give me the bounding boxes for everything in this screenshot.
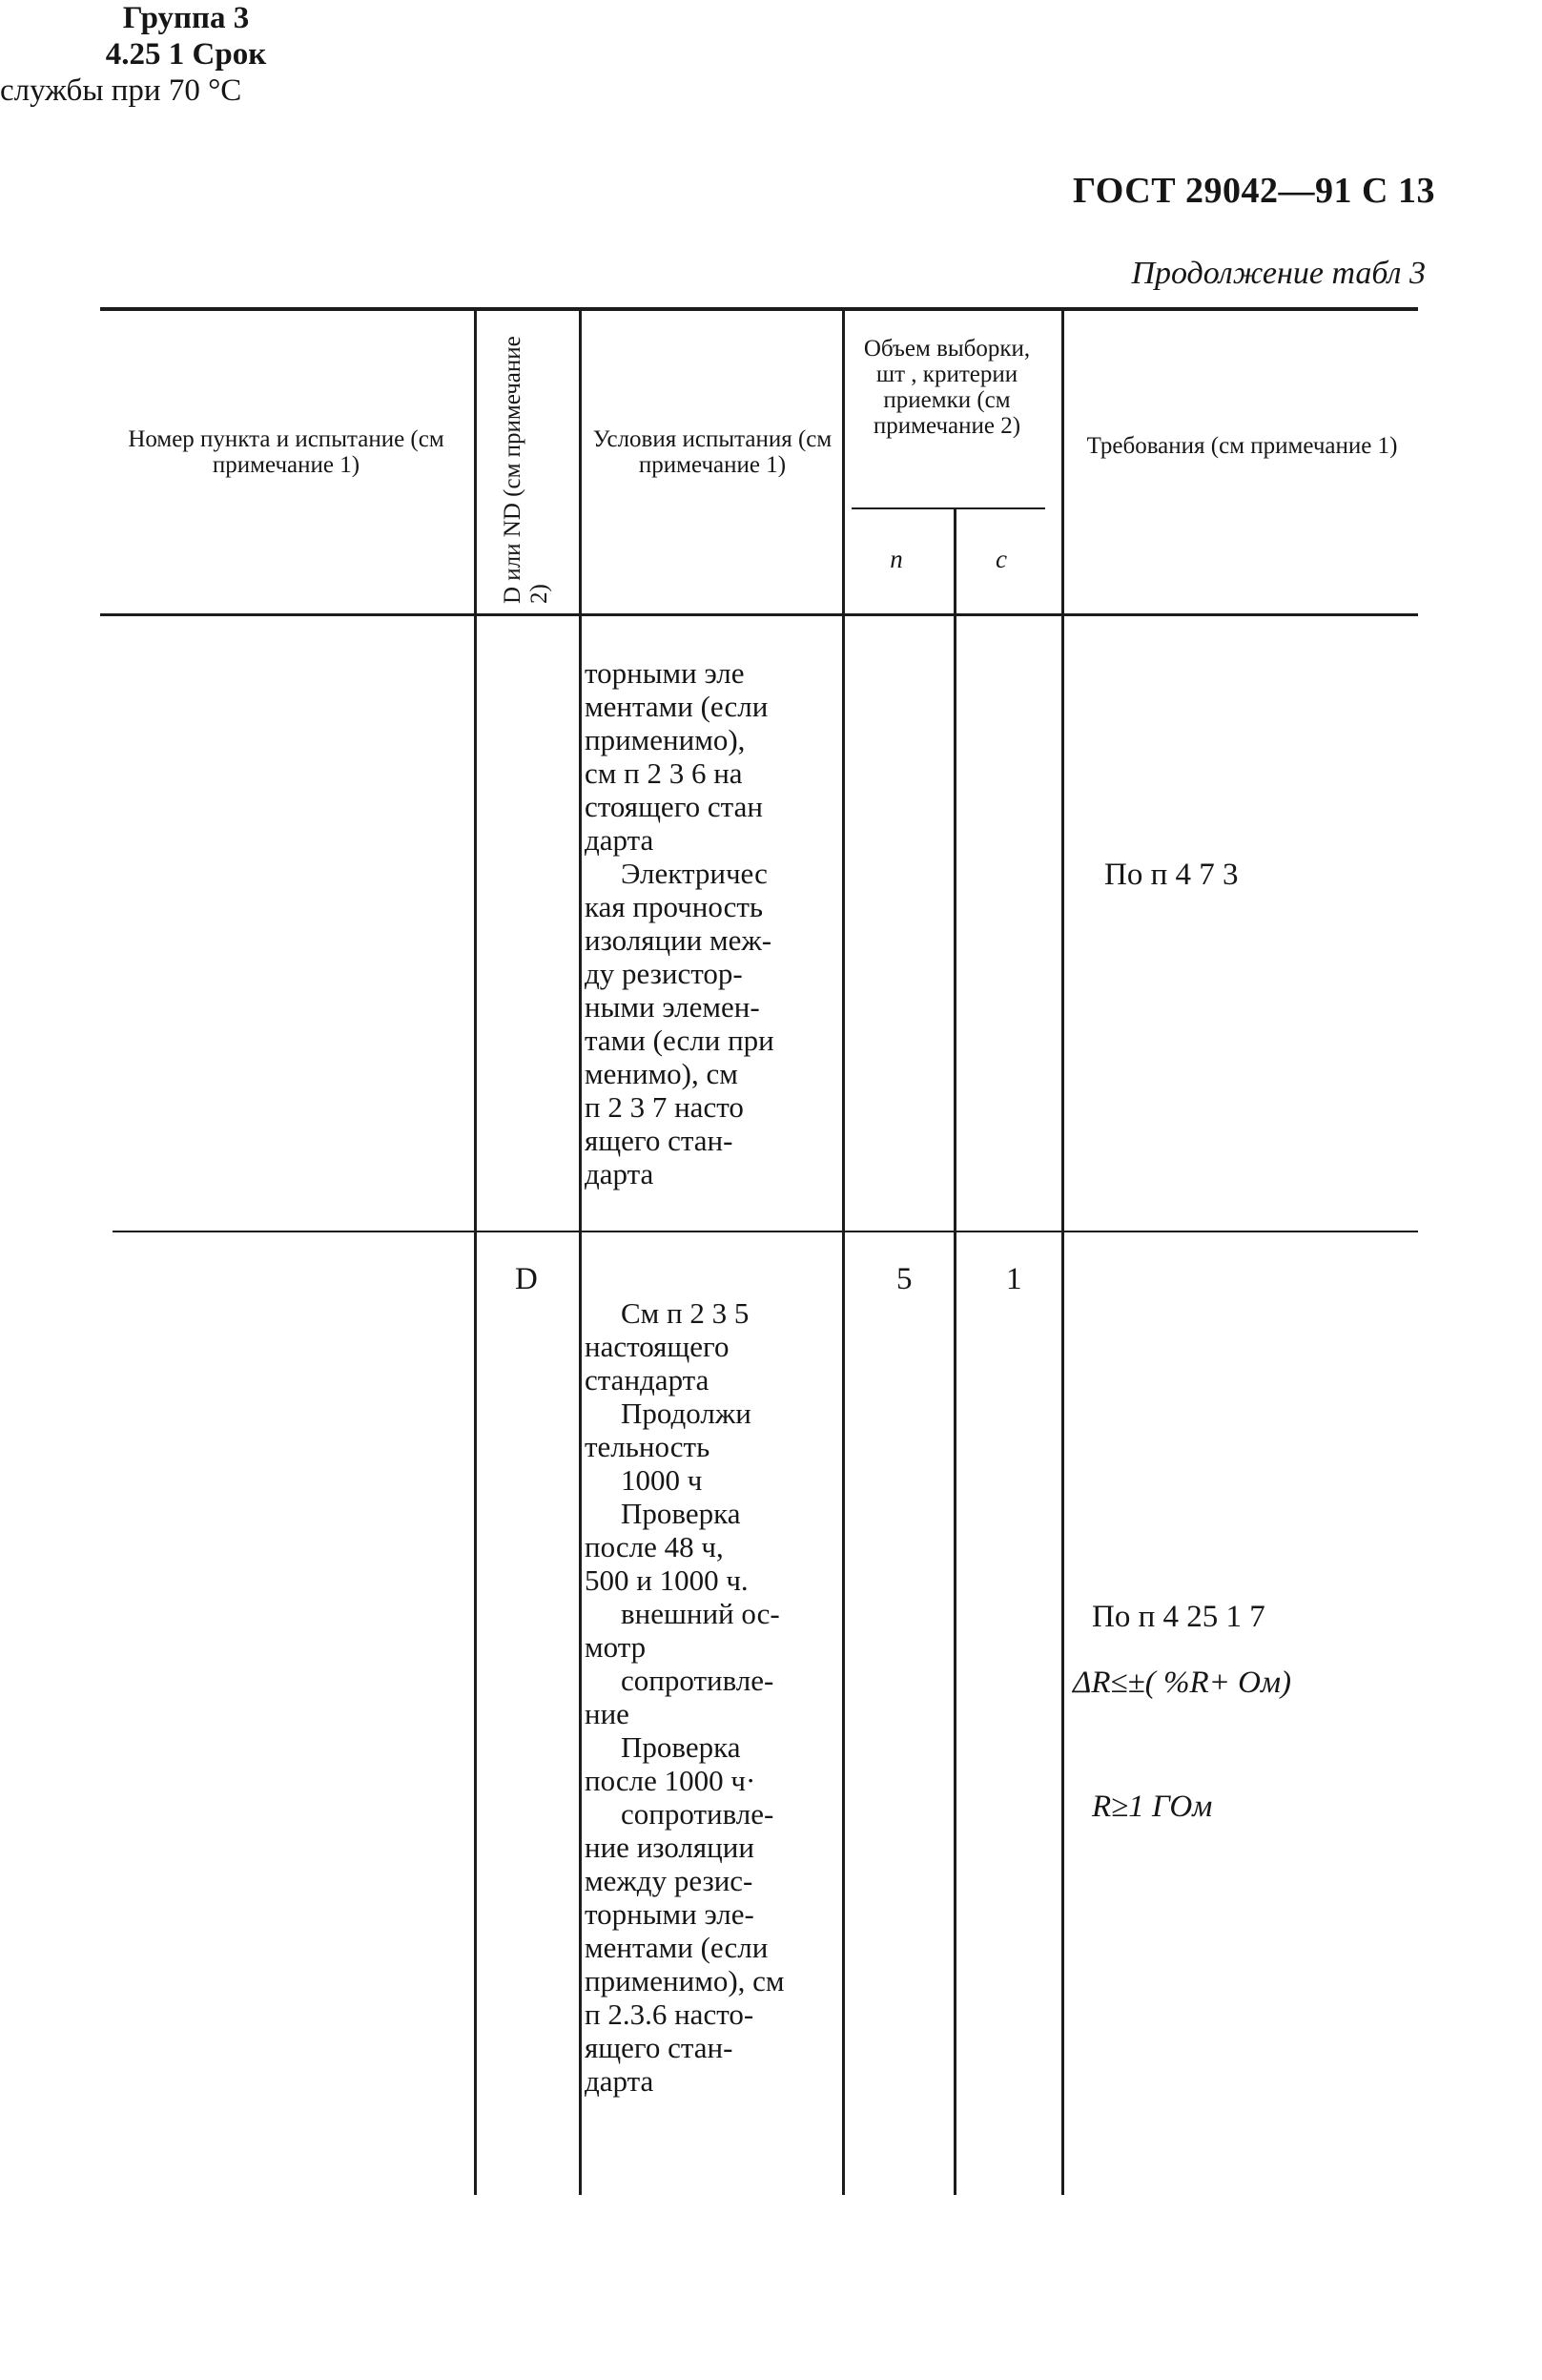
page-header: ГОСТ 29042—91 С 13 (1073, 171, 1435, 211)
row2-d-nd: D (515, 1262, 538, 1296)
condition-line: дарта (585, 2064, 654, 2098)
condition-line: мотр (585, 1630, 647, 1664)
row-separator-rule (113, 1231, 1418, 1232)
condition-line: между резис- (585, 1864, 753, 1897)
condition-line: ментами (если (585, 690, 769, 723)
condition-line: кая прочность (585, 890, 764, 923)
row1-requirement: По п 4 7 3 (1104, 858, 1239, 892)
condition-line: применимо), см (585, 1964, 785, 1997)
column-divider (579, 311, 582, 2195)
row2-requirement-insulation: R≥1 ГОм (1092, 1790, 1213, 1824)
header-test-conditions: Условия испытания (см примечание 1) (592, 426, 833, 478)
condition-line: сопротивле- (621, 1797, 774, 1831)
condition-line: ние (585, 1697, 629, 1730)
condition-line: применимо), (585, 723, 746, 756)
condition-line: дарта (585, 823, 654, 857)
condition-line: тами (если при (585, 1024, 774, 1057)
condition-line: Проверка (621, 1497, 741, 1530)
condition-line: ние изоляции (585, 1831, 754, 1864)
row2-requirement-delta: ΔR≤±( %R+ Ом) (1073, 1666, 1292, 1700)
column-divider (954, 509, 956, 2195)
condition-line: ментами (если (585, 1931, 769, 1964)
header-sample-size: Объем выборки, шт , критерии приемки (см примечание 2) (863, 336, 1031, 439)
condition-line: стандарта (585, 1363, 709, 1397)
condition-line: торными эле (585, 656, 745, 690)
condition-line: после 48 ч, (585, 1530, 724, 1563)
condition-line: после 1000 ч· (585, 1764, 756, 1797)
condition-line: 1000 ч (621, 1463, 703, 1497)
condition-line: дарта (585, 1157, 654, 1190)
table-top-rule (100, 307, 1418, 311)
condition-line: изоляции меж- (585, 923, 772, 957)
condition-line: 500 и 1000 ч. (585, 1563, 749, 1597)
condition-line: торными эле- (585, 1897, 754, 1931)
condition-line: тельность (585, 1430, 710, 1463)
column-divider (474, 311, 477, 2195)
group-title: Группа 3 (122, 1, 250, 35)
condition-line: сопротивле- (621, 1664, 774, 1697)
header-bottom-rule (100, 613, 1418, 616)
item-number: 4.25 1 Срок (105, 37, 267, 72)
condition-line: настоящего (585, 1330, 730, 1363)
column-divider (1061, 311, 1064, 2195)
condition-line: ными элемен- (585, 990, 760, 1024)
condition-line: стоящего стан (585, 790, 763, 823)
header-sample-c: c (996, 545, 1007, 573)
condition-line: п 2 3 7 насто (585, 1090, 744, 1124)
table-caption: Продолжение табл 3 (1131, 256, 1426, 291)
header-requirements: Требования (см примечание 1) (1086, 433, 1398, 459)
header-d-nd: D или ND (см примечание 2) (500, 336, 552, 604)
item-title: службы при 70 °С (0, 73, 242, 108)
condition-line: внешний ос- (621, 1597, 780, 1630)
condition-line: Электричес (621, 857, 768, 890)
row2-sample-c: 1 (1006, 1262, 1022, 1296)
condition-line: См п 2 3 5 (621, 1296, 750, 1330)
row2-requirement-ref: По п 4 25 1 7 (1092, 1600, 1265, 1634)
row1-conditions (585, 656, 840, 1190)
row2-item (0, 0, 372, 109)
condition-line: менимо), см (585, 1057, 738, 1090)
condition-line: Продолжи (621, 1397, 751, 1430)
row2-conditions (585, 1296, 840, 2098)
row2-sample-n: 5 (896, 1262, 913, 1296)
condition-line: ящего стан- (585, 2031, 733, 2064)
column-divider (842, 311, 845, 2195)
header-sample-n: n (890, 545, 903, 573)
sample-subheader-rule (852, 507, 1045, 509)
header-d-nd-cell (482, 324, 572, 606)
condition-line: ящего стан- (585, 1124, 733, 1157)
condition-line: Проверка (621, 1730, 741, 1764)
condition-line: ду резистор- (585, 957, 743, 990)
header-item-number: Номер пункта и испытание (см примечание 1) (128, 426, 444, 478)
condition-line: п 2.3.6 насто- (585, 1997, 754, 2031)
condition-line: см п 2 3 6 на (585, 756, 743, 790)
